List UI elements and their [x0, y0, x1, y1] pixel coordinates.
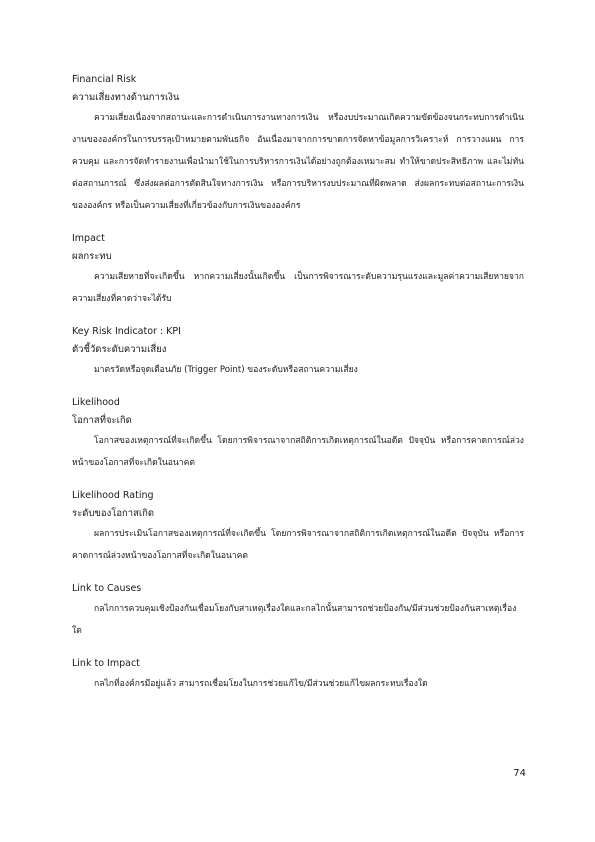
definition-text: ความเสียหายที่จะเกิดขึ้น หากความเสี่ยงนั้นเกิดขึ้น เป็นการพิจารณาระดับความรุนแรงและมูลค่าความเสียหายจากความเสี่ยงที่คาดว่าจะได้รับ: [72, 272, 524, 304]
term-thai: ระดับของโอกาสเกิด: [72, 508, 155, 519]
definition-text: มาตรวัดหรือจุดเตือนภัย (Trigger Point) ของระดับหรือสถานความเสี่ยง: [94, 365, 358, 375]
term-thai: ผลกระทบ: [72, 251, 112, 262]
definition-text: ความเสี่ยงเนื่องจากสถานะและการดำเนินการงานทางการเงิน หรืองบประมาณเกิดความขัดข้องจนกระทบการดำเนินงานขององค์กรในการบรรลุเป้าหมายตามพันธกิจ อันเนื่องมาจากการขาดการจัดหาข้อมูลการวิเคราะห์ การวางแผน การควบคุม และการจัดทำรายงานเพื่อนำมาใช้ในการบริหารการเงินได้อย่างถูกต้องเหมาะสม ทำให้ขาดประสิทธิภาพ และไม่ทันต่อสถานการณ์ ซึ่งส่งผลต่อการตัดสินใจทางการเงิน หรือการบริหารงบประมาณที่ผิดพลาด ส่งผลกระทบต่อสถานะการเงินขององค์กร หรือเป็นความเสี่ยงที่เกี่ยวข้องกับการเงินขององค์กร: [72, 113, 524, 211]
term-english: Link to Causes: [72, 583, 142, 594]
definition-text: ผลการประเมินโอกาสของเหตุการณ์ที่จะเกิดขึ้น โดยการพิจารณาจากสถิติการเกิดเหตุการณ์ในอดีต ปัจจุบัน หรือการคาดการณ์ล่วงหน้าของโอกาสที่จะเกิดในอนาคต: [72, 529, 524, 561]
definition-key-risk-indicator: [72, 326, 524, 381]
term-english: Impact: [72, 233, 105, 244]
definition-likelihood: [72, 397, 524, 474]
term-thai: ตัวชี้วัดระดับความเสี่ยง: [72, 344, 167, 355]
definition-link-to-causes: [72, 583, 524, 642]
term-english: Key Risk Indicator : KPI: [72, 326, 181, 337]
definition-text: กลไกการควบคุมเชิงป้องกันเชื่อมโยงกับสาเหตุเรื่องใดและกลไกนั้นสามารถช่วยป้องกัน/มีส่วนช่วยป้องกันสาเหตุเรื่องใด: [72, 604, 517, 636]
definition-link-to-impact: [72, 658, 524, 695]
term-english: Financial Risk: [72, 74, 137, 85]
term-thai: ความเสี่ยงทางด้านการเงิน: [72, 92, 180, 103]
page-number: 74: [513, 768, 526, 779]
definition-likelihood-rating: [72, 490, 524, 567]
definition-impact: [72, 233, 524, 310]
document-body: [72, 74, 524, 711]
definition-text: กลไกที่องค์กรมีอยู่แล้ว สามารถเชื่อมโยงในการช่วยแก้ไข/มีส่วนช่วยแก้ไขผลกระทบเรื่องใด: [94, 679, 428, 689]
definition-text: โอกาสของเหตุการณ์ที่จะเกิดขึ้น โดยการพิจารณาจากสถิติการเกิดเหตุการณ์ในอดีต ปัจจุบัน หรือการคาดการณ์ล่วงหน้าของโอกาสที่จะเกิดในอนาคต: [72, 436, 524, 468]
definition-financial-risk: [72, 74, 524, 217]
term-english: Link to Impact: [72, 658, 140, 669]
term-thai: โอกาสที่จะเกิด: [72, 415, 132, 426]
term-english: Likelihood: [72, 397, 120, 408]
term-english: Likelihood Rating: [72, 490, 154, 501]
